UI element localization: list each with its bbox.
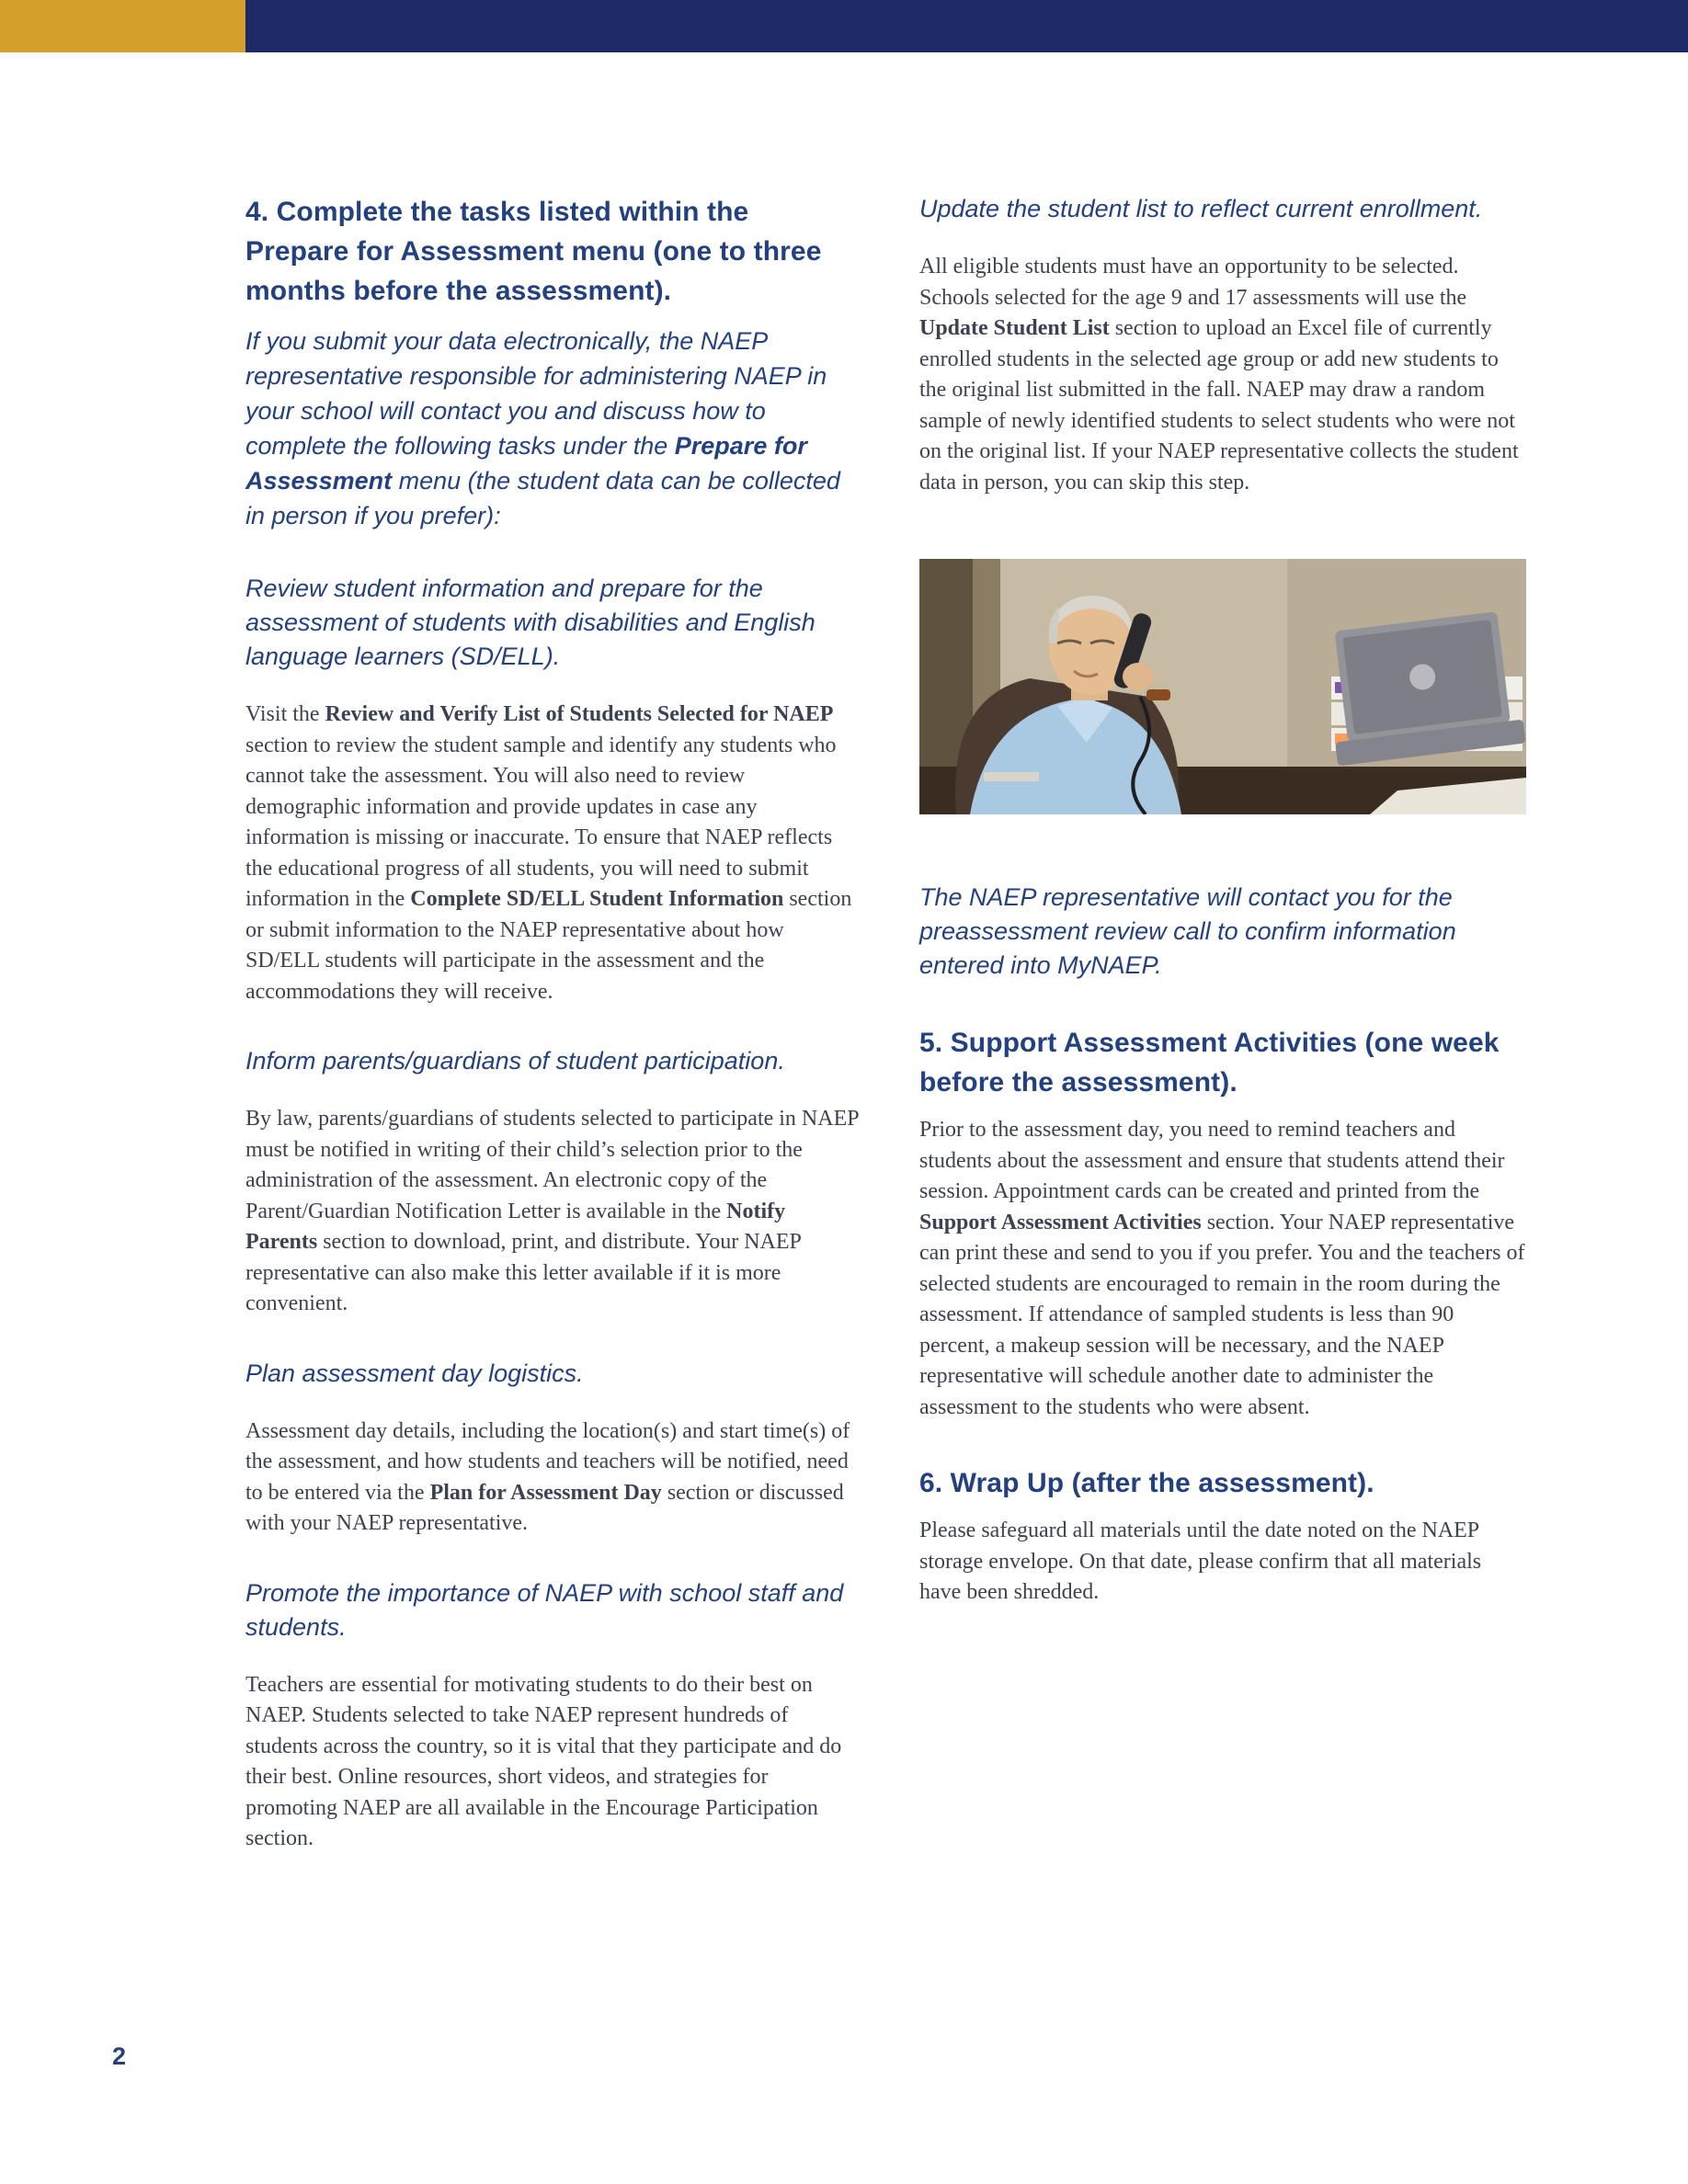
section-6-heading: 6. Wrap Up (after the assessment).: [919, 1468, 1374, 1498]
photo-caption: The NAEP representative will contact you for the preassessment review call to confirm information entered into MyNAEP.: [919, 883, 1456, 979]
photo-naep-representative: [919, 559, 1526, 814]
paragraph-review-verify: Visit the Review and Verify List of Students Selected for NAEP section to review the student sample and identify any students who cannot take the assessment. You will also need to review demographic information and provide updates in case any information is missing or inaccurate. To ensure that NAEP reflects the educational progress of all students, you will need to submit information in the Complete SD/ELL Student Information section or submit information to the NAEP representative about how SD/ELL students will participate in the assessment and the accommodations they will receive.: [245, 702, 852, 1004]
section-4-heading: 4. Complete the tasks listed within the Prepare for Assessment menu (one to three months before the assessment).: [245, 197, 822, 306]
subhead-inform-parents: Inform parents/guardians of student participation.: [245, 1047, 785, 1075]
page-number: 2: [112, 2042, 127, 2070]
subhead-plan-logistics: Plan assessment day logistics.: [245, 1359, 584, 1387]
gold-accent-bar: [0, 0, 245, 52]
section-5-heading: 5. Support Assessment Activities (one week before the assessment).: [919, 1028, 1500, 1098]
right-column: [919, 192, 1526, 1870]
subhead-review-student-info: Review student information and prepare for the assessment of students with disabilities and English language learners (SD/ELL).: [245, 574, 815, 670]
navy-banner-bar: [245, 0, 1688, 52]
left-column: [245, 192, 859, 1870]
paragraph-notify-parents: By law, parents/guardians of students selected to participate in NAEP must be notified in writing of their child’s selection prior to the administration of the assessment. An electronic copy of the Parent/Guardian Notification Letter is available in the Notify Parents section to download, print, and distribute. Your NAEP representative can also make this letter available if it is more convenient.: [245, 1107, 859, 1315]
photo-illustration: [919, 559, 1526, 814]
subhead-update-student-list: Update the student list to reflect current enrollment.: [919, 195, 1483, 222]
subhead-promote-naep: Promote the importance of NAEP with school staff and students.: [245, 1578, 844, 1641]
paragraph-wrap-up: Please safeguard all materials until the date noted on the NAEP storage envelope. On that date, please confirm that all materials have been shredded.: [919, 1519, 1482, 1604]
top-banner: [0, 0, 1688, 52]
paragraph-support-activities: Prior to the assessment day, you need to remind teachers and students about the assessment and ensure that students attend their session. Appointment cards can be created and printed from the Support Assessment Activities section. Your NAEP representative can print these and send to you if you prefer. You and the teachers of selected students are encouraged to remain in the room during the assessment. If attendance of sampled students is less than 90 percent, a makeup session will be necessary, and the NAEP representative will schedule another date to administer the assessment to the students who were absent.: [919, 1118, 1525, 1419]
paragraph-assessment-day: Assessment day details, including the location(s) and start time(s) of the assessment, and how students and teachers will be notified, need to be entered via the Plan for Assessment Day section or discussed with your NAEP representative.: [245, 1418, 850, 1535]
section-4-intro: If you submit your data electronically, the NAEP representative responsible for administering NAEP in your school will contact you and discuss how to complete the following tasks under the Prepare for Assessment menu (the student data can be collected in person if you prefer):: [245, 327, 840, 529]
paragraph-teachers-motivate: Teachers are essential for motivating students to do their best on NAEP. Students selected to take NAEP represent hundreds of students across the country, so it is vital that they participate and do their best. Online resources, short videos, and strategies for promoting NAEP are all available in the Encourage Participation section.: [245, 1672, 842, 1850]
page-content: [0, 52, 1688, 1870]
paragraph-update-student-list: All eligible students must have an opportunity to be selected. Schools selected for the age 9 and 17 assessments will use the Update Student List section to upload an Excel file of currently enrolled students in the selected age group or add new students to the original list submitted in the fall. NAEP may draw a random sample of newly identified students to select students who were not on the original list. If your NAEP representative collects the student data in person, you can skip this step.: [919, 255, 1519, 495]
